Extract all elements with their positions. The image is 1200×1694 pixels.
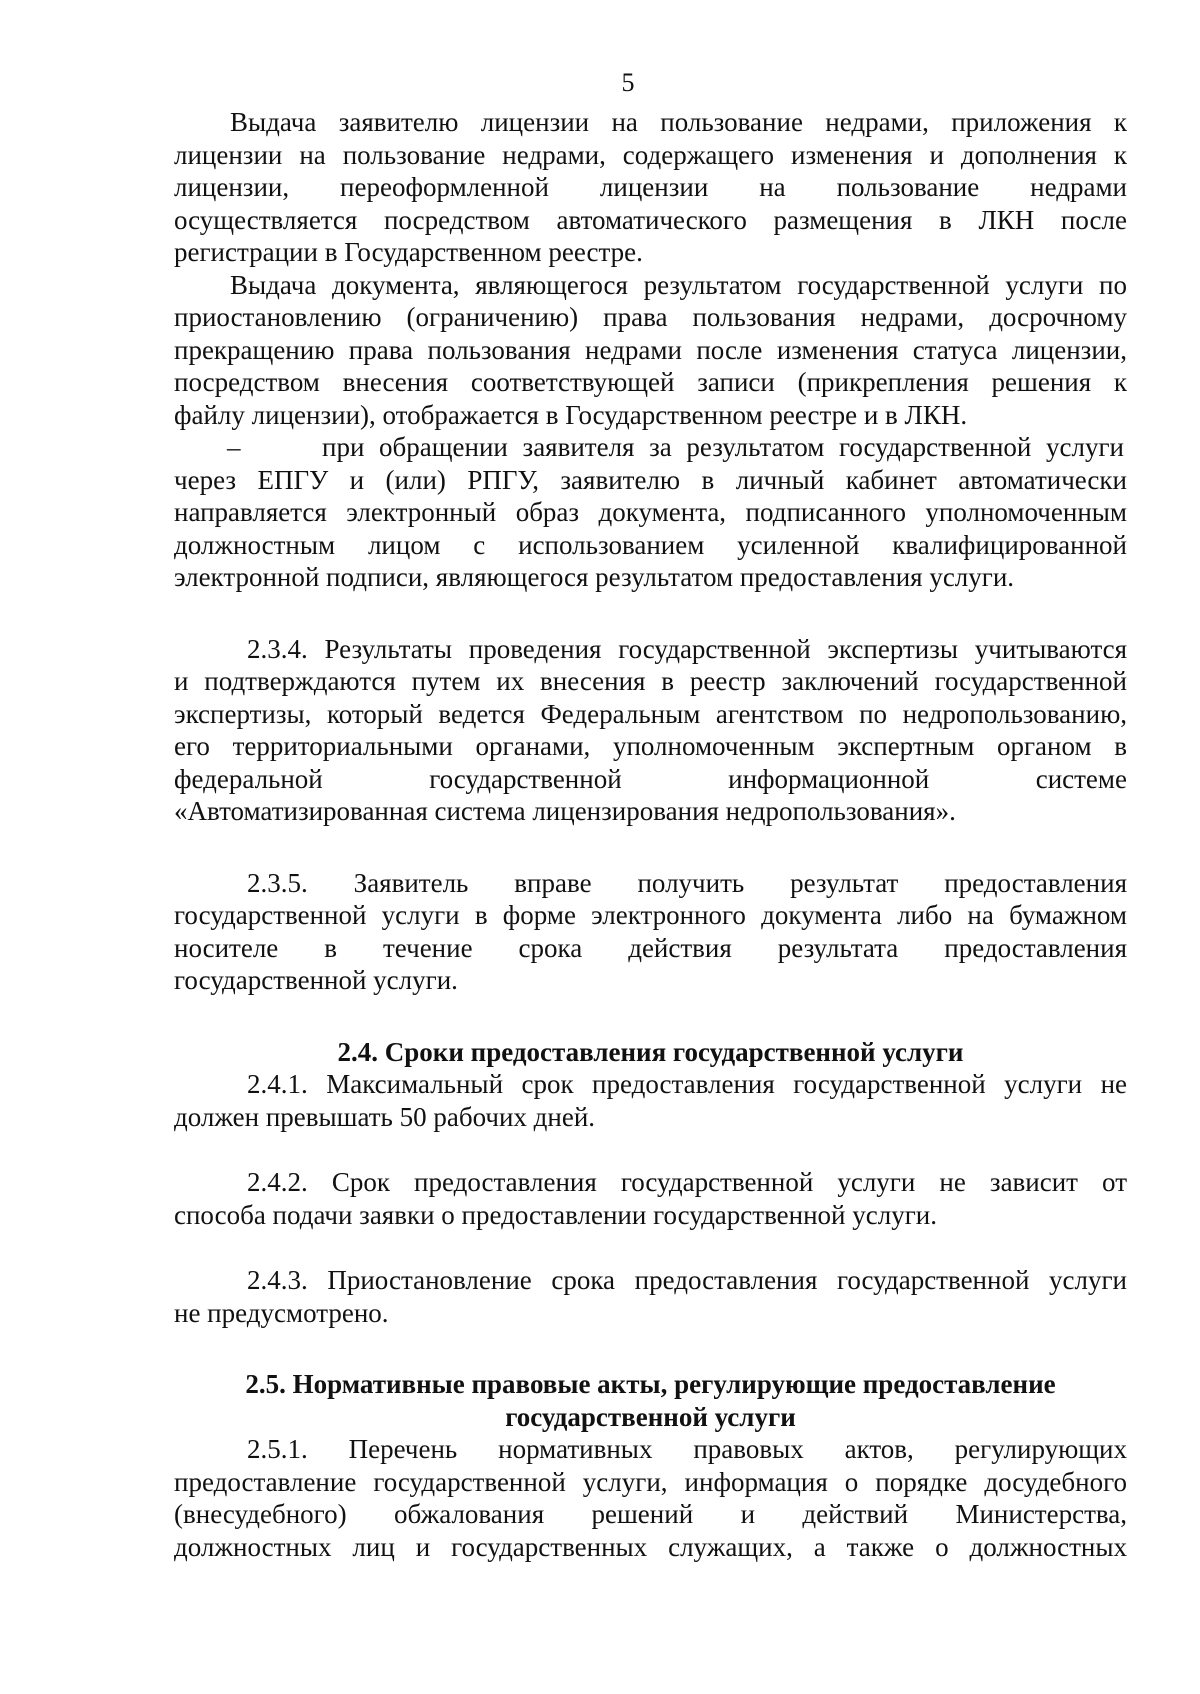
paragraph-license-issuance [174,106,1127,269]
text-line: Выдача заявителю лицензии на пользование недрами, приложения к [230,107,1127,137]
text-line: прекращению права пользования недрами после изменения статуса лицензии, [174,334,1127,365]
paragraph-document-issuance [174,269,1127,432]
text-line: государственной услуги в форме электронного документа либо на бумажном [174,900,1127,930]
heading-line: 2.5. Нормативные правовые акты, регулирующие предоставление [245,1369,1056,1399]
text-line: не предусмотрено. [174,1297,389,1328]
section-heading-2-5 [174,1368,1127,1433]
text-line: лицензии на пользование недрами, содержащего изменения и дополнения к [174,139,1127,170]
section-heading-2-4: 2.4. Сроки предоставления государственной услуги [337,1036,964,1067]
paragraph-2-4-1 [174,1068,1127,1133]
text-line: Выдача документа, являющегося результатом государственной услуги по [230,269,1127,300]
text-line: 2.4.1. Максимальный срок предоставления государственной услуги не [247,1069,1127,1099]
text-line: 2.5.1. Перечень нормативных правовых актов, регулирующих [247,1434,1127,1464]
paragraph-2-4-2 [174,1166,1127,1231]
page-number: 5 [621,68,635,97]
text-line: лицензии, переоформленной лицензии на пользование недрами [174,172,1127,202]
text-line: предоставление государственной услуги, информация о порядке досудебного [174,1466,1127,1497]
text-line: и подтверждаются путем их внесения в реестр заключений государственной [174,666,1127,696]
paragraph-2-3-4 [174,633,1127,828]
text-line: файлу лицензии), отображается в Государственном реестре и в ЛКН. [174,399,968,430]
text-line: должностным лицом с использованием усиленной квалифицированной [174,529,1127,560]
text-line [174,431,1127,464]
paragraph-2-4-3 [174,1264,1127,1329]
text-line: государственной услуги. [174,965,458,995]
text-line: 2.3.5. Заявитель вправе получить результат предоставления [247,867,1127,898]
bullet-item-epgu [174,431,1127,594]
text-line: 2.4.2. Срок предоставления государственной услуги не зависит от [247,1167,1127,1197]
text-line: должен превышать 50 рабочих дней. [174,1101,596,1132]
text-line: 2.4.3. Приостановление срока предоставления государственной услуги [247,1265,1127,1295]
text-line: через ЕПГУ и (или) РПГУ, заявителю в личный кабинет автоматически [174,464,1127,495]
text-line: экспертизы, который ведется Федеральным агентством по недропользованию, [174,698,1127,729]
text-line: (внесудебного) обжалования решений и действий Министерства, [174,1499,1127,1529]
text-line: приостановлению (ограничению) права пользования недрами, досрочному [174,302,1127,332]
paragraph-2-3-5 [174,867,1127,997]
text-line: способа подачи заявки о предоставлении государственной услуги. [174,1199,937,1230]
bullet-dash: – [227,432,241,462]
text-line: осуществляется посредством автоматического размещения в ЛКН после [174,204,1127,235]
text-line: регистрации в Государственном реестре. [174,237,643,267]
text-line: 2.3.4. Результаты проведения государственной экспертизы учитываются [247,633,1127,664]
bullet-first-line: при обращении заявителя за результатом государственной услуги [322,432,1124,462]
paragraph-2-5-1 [174,1433,1127,1563]
text-line: направляется электронный образ документа, подписанного уполномоченным [174,497,1127,527]
text-line: посредством внесения соответствующей записи (прикрепления решения к [174,367,1127,397]
text-line: электронной подписи, являющегося результатом предоставления услуги. [174,562,1015,592]
heading-line: государственной услуги [505,1401,796,1432]
text-line: носителе в течение срока действия результата предоставления [174,932,1127,963]
text-line: должностных лиц и государственных служащих, а также о должностных [174,1531,1127,1562]
text-line: его территориальными органами, уполномоченным экспертным органом в [174,731,1127,761]
text-line: федеральной государственной информационной системе [174,763,1127,794]
document-body [174,106,1127,1563]
text-line: «Автоматизированная система лицензирования недропользования». [174,796,956,826]
